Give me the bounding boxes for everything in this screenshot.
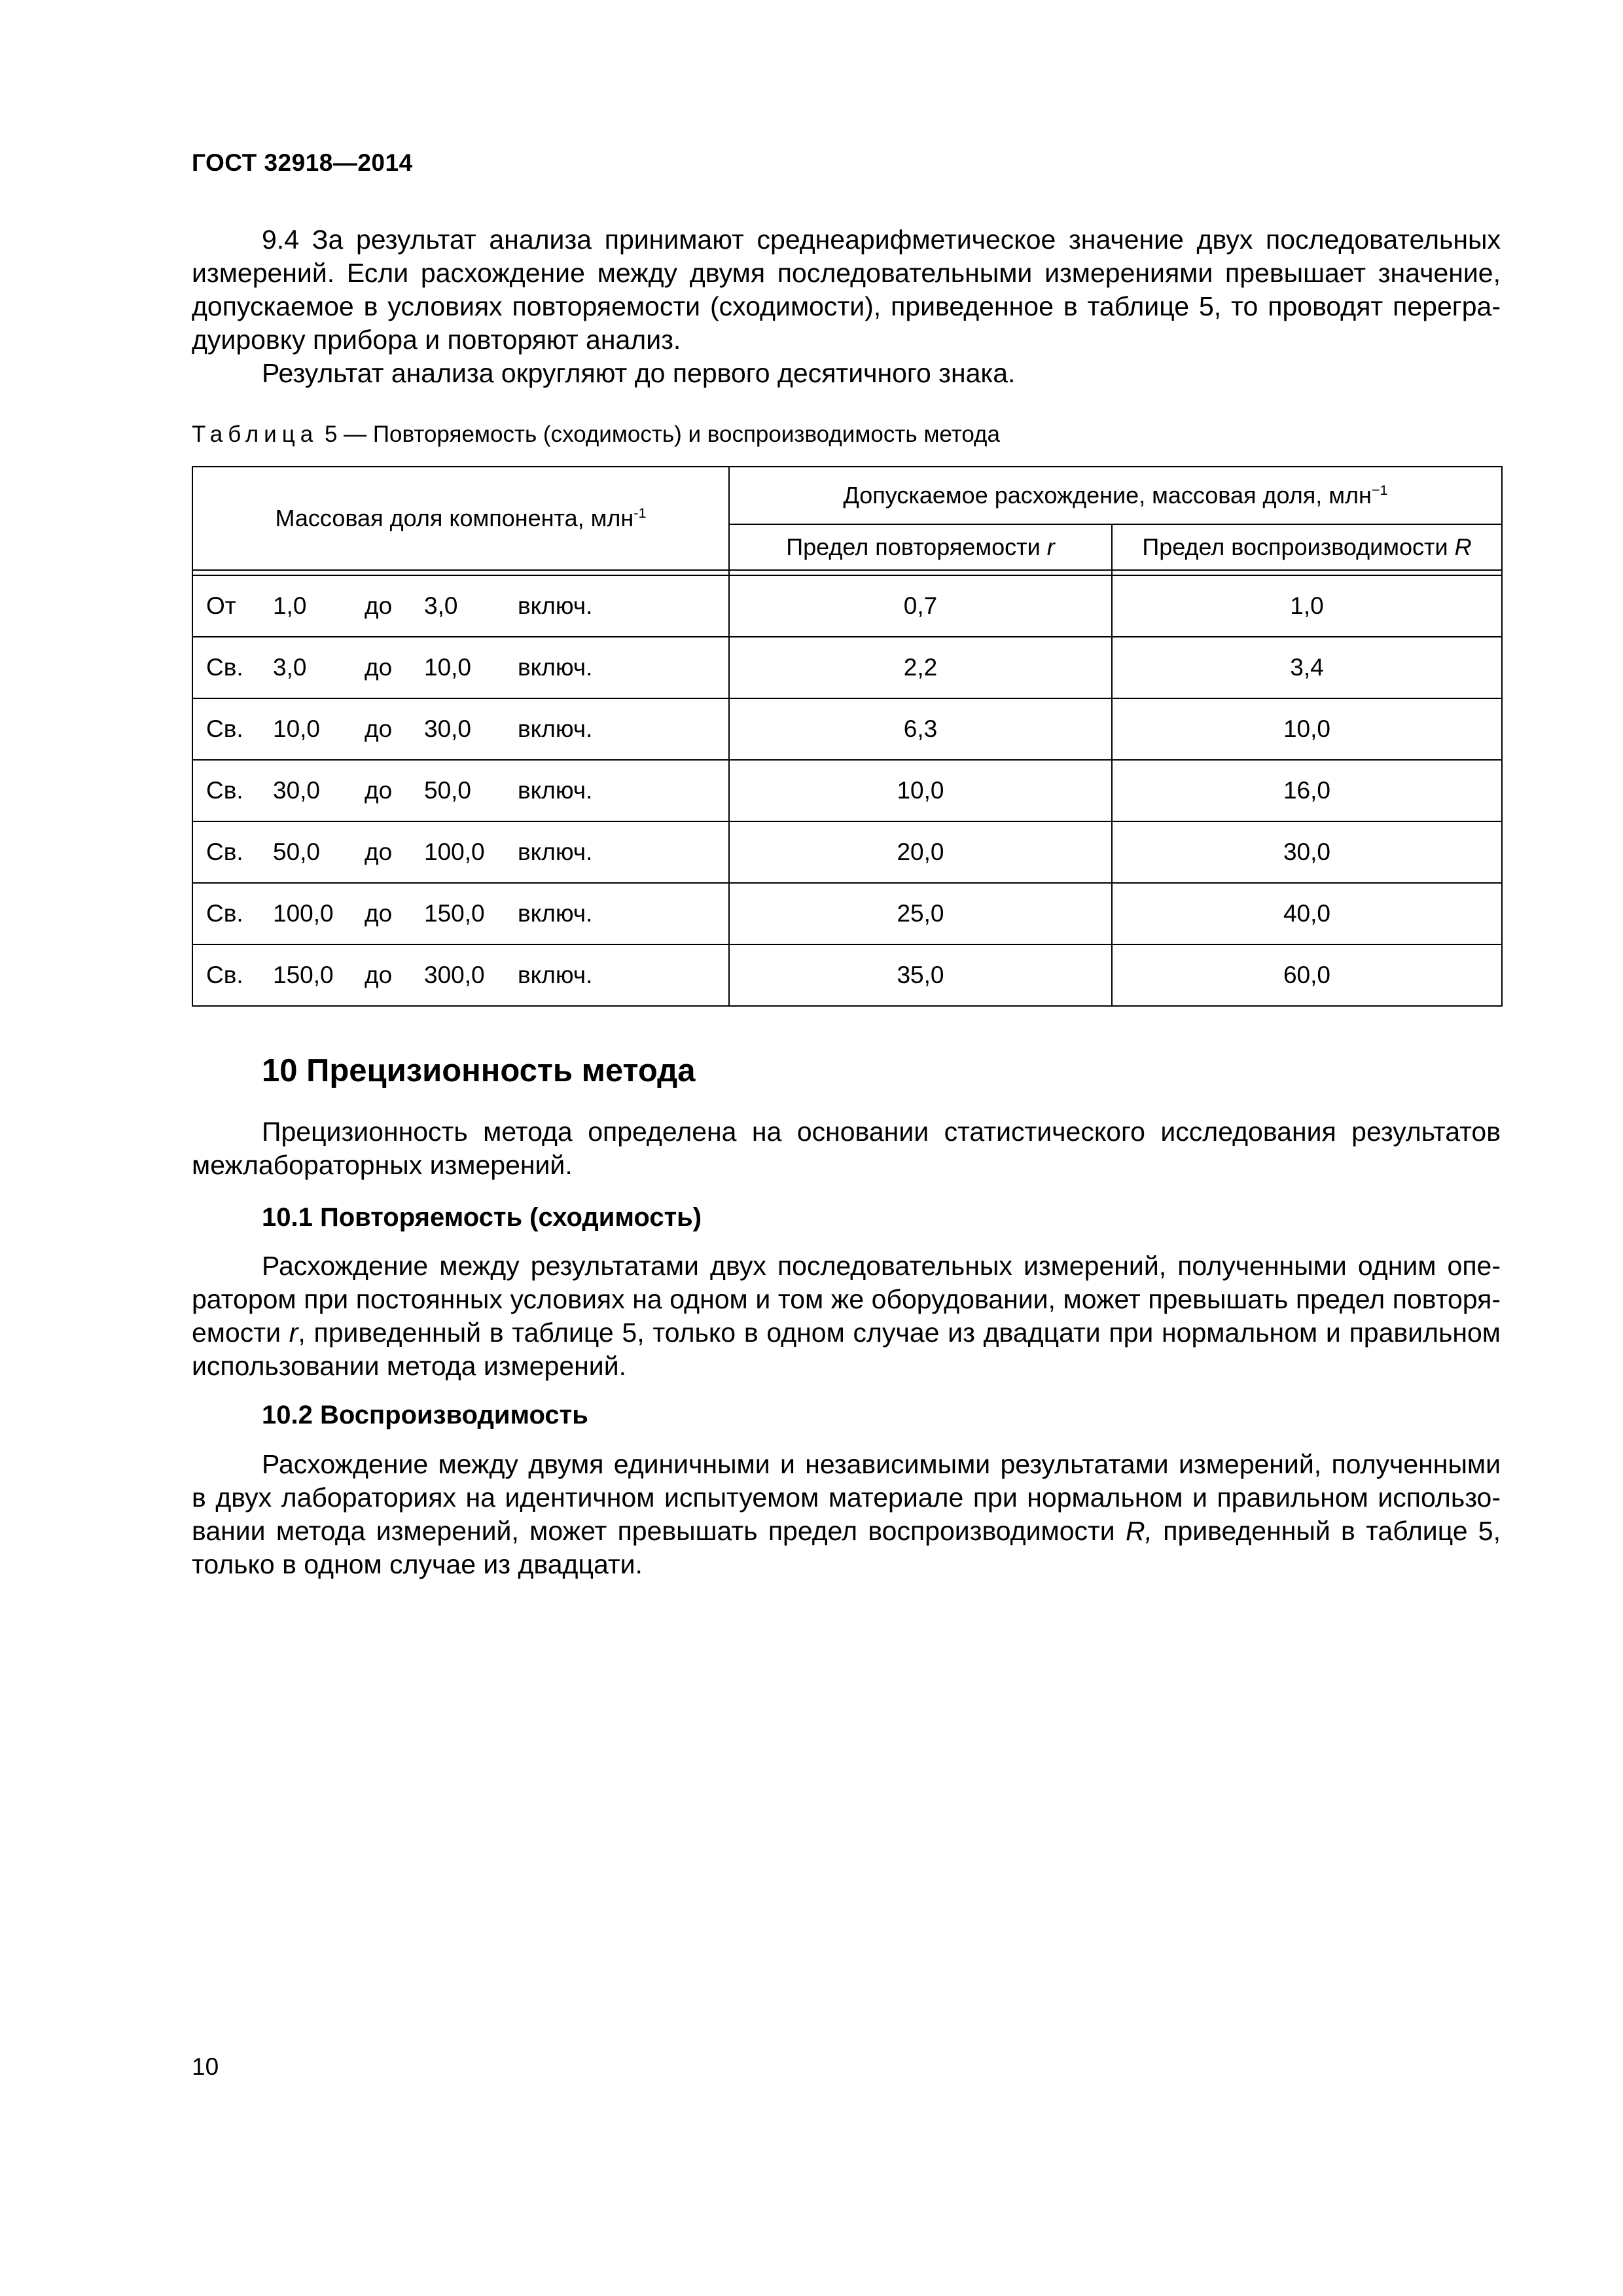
range-from: 10,0 [273, 715, 321, 742]
range-prefix: Св. [206, 654, 243, 681]
range-to-word: до [365, 654, 393, 681]
section-10-2-text: Расхождение между двумя единичными и независимыми результатами измерений, полученными в двух лабораториях на идентичном испытуемом материале при нормальном и правильном использо-вании метода измерений, может превышать предел воспроизводимости R, приведенный в таблице 5, только в одном случае из двадцати. [192, 1449, 1501, 1579]
section-10-intro [192, 1115, 1501, 1182]
range-prefix: Св. [206, 838, 243, 865]
precision-table [192, 466, 1503, 1007]
range-from: 150,0 [273, 961, 334, 988]
range-inclusive: включ. [518, 592, 593, 619]
table-row [192, 821, 1502, 883]
range-from: 50,0 [273, 838, 321, 865]
range-to-word: до [365, 900, 393, 927]
section-10-1-text: Расхождение между результатами двух последовательных измерений, полученными одним опе-ратором при постоянных условиях на одном и том же оборудовании, может превышать предел повторя-емости r, приведенный в таблице 5, только в одном случае из двадцати при нормальном и правильном использовании метода измерений. [192, 1251, 1501, 1381]
section-10-1-title: 10.1 Повторяемость (сходимость) [262, 1203, 702, 1232]
range-to: 100,0 [424, 838, 485, 865]
range-prefix: Св. [206, 777, 243, 804]
table-caption-label: Таблица [192, 422, 319, 447]
range-inclusive: включ. [518, 838, 593, 865]
range-prefix: Св. [206, 900, 243, 927]
range-cell [192, 575, 729, 637]
range-prefix: От [206, 592, 236, 619]
paragraph-9-4-text: 9.4 За результат анализа принимают среднеарифметическое значение двух последовательных измерений. Если расхождение между двумя последовательными измерениями превышает значение, допускаемое в условиях повторяемости (сходимости), приведенное в таблице 5, то проводят перегра-дуировку прибора и повторяют анализ. [192, 224, 1501, 355]
range-cell [192, 944, 729, 1006]
repeatability-value: 2,2 [729, 637, 1112, 698]
col-header-repeatability: Предел повторяемости r [729, 524, 1112, 570]
paragraph-9-4 [192, 223, 1501, 357]
col-header-mass-fraction: Массовая доля компонента, млн$^{-1}$ [192, 467, 729, 570]
repeatability-value: 0,7 [729, 575, 1112, 637]
section-10-title: 10 Прецизионность метода [262, 1053, 696, 1088]
range-to-word: до [365, 777, 393, 804]
col-header-allowed-discrepancy: Допускаемое расхождение, массовая доля, млн$^{-1}$ [729, 467, 1502, 524]
col-header-reproducibility: Предел воспроизводимости R [1112, 524, 1502, 570]
reproducibility-value: 30,0 [1112, 821, 1502, 883]
range-from: 1,0 [273, 592, 307, 619]
range-to: 150,0 [424, 900, 485, 927]
range-prefix: Св. [206, 961, 243, 988]
range-to: 30,0 [424, 715, 472, 742]
range-to: 10,0 [424, 654, 472, 681]
header-separator [192, 570, 1502, 575]
reproducibility-value: 10,0 [1112, 698, 1502, 760]
range-cell [192, 883, 729, 944]
table-row [192, 637, 1502, 698]
repeatability-value: 25,0 [729, 883, 1112, 944]
reproducibility-value: 3,4 [1112, 637, 1502, 698]
page-number: 10 [192, 2053, 219, 2080]
range-inclusive: включ. [518, 777, 593, 804]
range-to-word: до [365, 961, 393, 988]
range-cell [192, 698, 729, 760]
range-to: 50,0 [424, 777, 472, 804]
section-10-intro-text: Прецизионность метода определена на основании статистического исследования результатов межлабораторных измерений. [192, 1117, 1501, 1180]
range-to: 300,0 [424, 961, 485, 988]
table-caption-title: 5 — Повторяемость (сходимость) и воспроизводимость метода [318, 422, 1000, 447]
table-row [192, 575, 1502, 637]
table-caption [192, 422, 1000, 448]
range-cell [192, 821, 729, 883]
table-row [192, 883, 1502, 944]
paragraph-rounding-text: Результат анализа округляют до первого десятичного знака. [262, 358, 1016, 388]
table-row [192, 760, 1502, 821]
range-from: 3,0 [273, 654, 307, 681]
reproducibility-value: 60,0 [1112, 944, 1502, 1006]
repeatability-value: 10,0 [729, 760, 1112, 821]
repeatability-value: 6,3 [729, 698, 1112, 760]
range-to-word: до [365, 715, 393, 742]
reproducibility-value: 40,0 [1112, 883, 1502, 944]
paragraph-rounding [192, 357, 1501, 390]
range-prefix: Св. [206, 715, 243, 742]
repeatability-value: 20,0 [729, 821, 1112, 883]
document-header: ГОСТ 32918—2014 [192, 149, 413, 176]
repeatability-value: 35,0 [729, 944, 1112, 1006]
range-inclusive: включ. [518, 961, 593, 988]
table-row [192, 698, 1502, 760]
section-10-2-title: 10.2 Воспроизводимость [262, 1401, 588, 1429]
range-to: 3,0 [424, 592, 458, 619]
range-from: 100,0 [273, 900, 334, 927]
range-inclusive: включ. [518, 715, 593, 742]
range-from: 30,0 [273, 777, 321, 804]
reproducibility-value: 16,0 [1112, 760, 1502, 821]
range-to-word: до [365, 592, 393, 619]
range-cell [192, 637, 729, 698]
range-inclusive: включ. [518, 900, 593, 927]
table-header-row [192, 467, 1502, 524]
range-to-word: до [365, 838, 393, 865]
range-inclusive: включ. [518, 654, 593, 681]
range-cell [192, 760, 729, 821]
reproducibility-value: 1,0 [1112, 575, 1502, 637]
table-row [192, 944, 1502, 1006]
